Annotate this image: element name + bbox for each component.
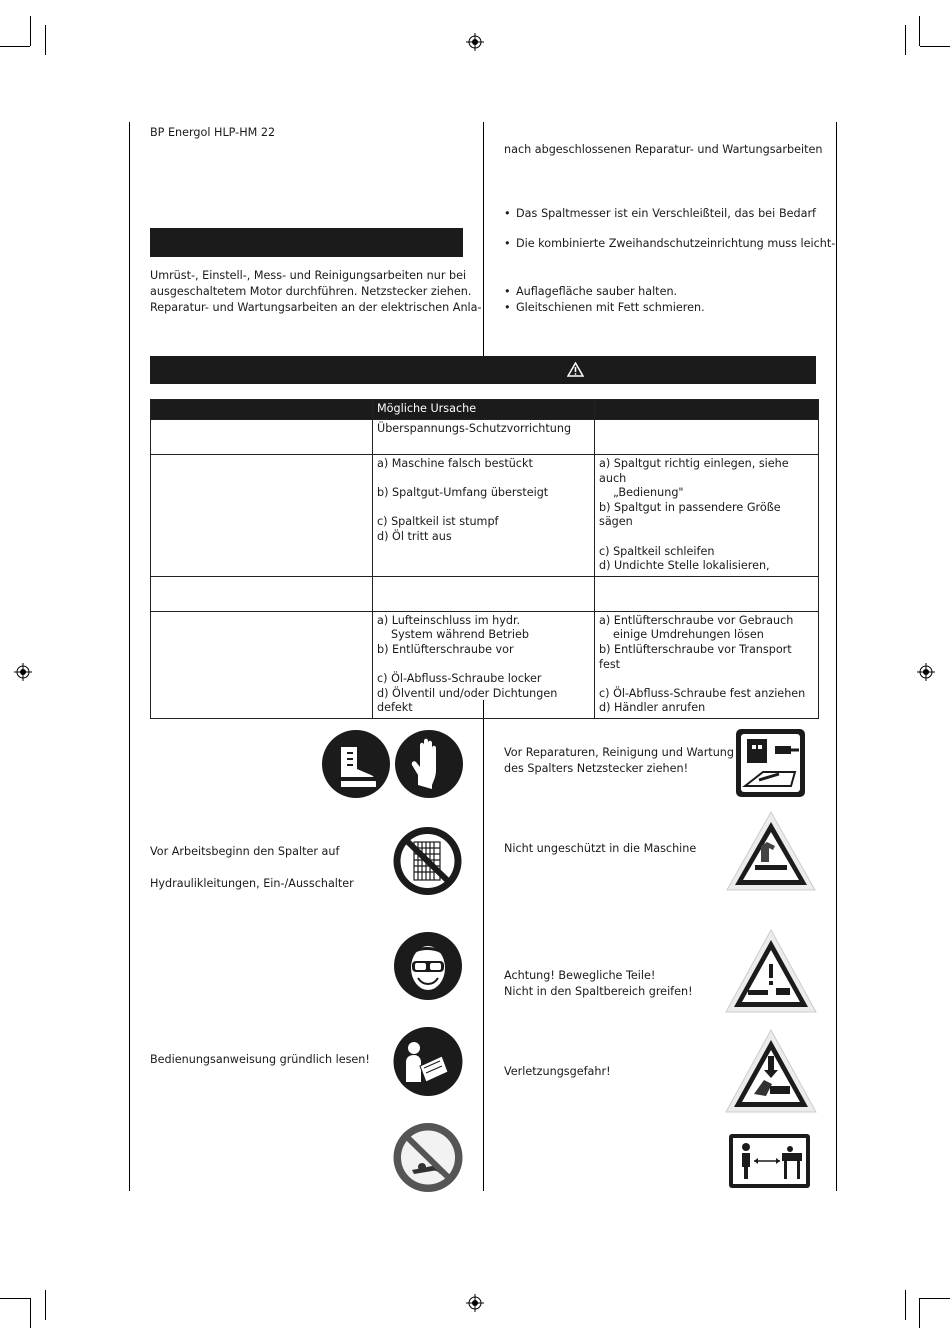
problem-cell	[151, 576, 373, 611]
cause-cell	[373, 576, 595, 611]
right-margin-rule	[836, 122, 837, 1191]
remedy-line: c) Öl-Abfluss-Schraube fest anziehen	[599, 686, 806, 700]
cause-line: b) Entlüfterschraube vor	[377, 642, 514, 656]
symbol-caption: Nicht ungeschützt in die Maschine	[504, 842, 697, 855]
remedy-cell	[595, 576, 819, 611]
problem-cell	[151, 420, 373, 455]
bullet-dot: •	[504, 285, 511, 298]
cause-line: c) Spaltkeil ist stumpf	[377, 515, 499, 529]
symbol-caption: Vor Reparaturen, Reinigung und Wartung	[504, 746, 734, 759]
crop-mark	[45, 1290, 46, 1320]
cause-line: System während Betrieb	[391, 628, 529, 642]
hand-injury-warning-icon	[724, 1028, 818, 1114]
remedy-line: a) Entlüfterschraube vor Gebrauch	[599, 613, 794, 627]
cause-cell	[373, 455, 595, 577]
crop-mark	[45, 25, 46, 55]
symbol-caption: Hydraulikleitungen, Ein-/Ausschalter	[150, 877, 354, 890]
cause-line: a) Maschine falsch bestückt	[377, 457, 533, 470]
keep-distance-icon	[728, 1133, 811, 1189]
registration-mark-icon	[917, 663, 935, 681]
symbol-caption: Nicht in den Spaltbereich greifen!	[504, 985, 693, 998]
section-heading-bar	[150, 228, 463, 257]
remedy-line: b) Spaltgut in passendere Größe sägen	[599, 500, 781, 529]
bullet-dot: •	[504, 237, 511, 250]
face-goggles-icon	[392, 931, 464, 1001]
remedy-line: b) Entlüfterschraube vor Transport fest	[599, 642, 792, 671]
crop-mark	[919, 16, 920, 46]
symbol-caption: des Spalters Netzstecker ziehen!	[504, 762, 689, 775]
bullet-text: Das Spaltmesser ist ein Verschleißteil, das bei Bedarf	[516, 207, 816, 220]
column-divider-top	[483, 122, 484, 356]
table-row	[151, 420, 819, 455]
oil-type-text: BP Energol HLP-HM 22	[150, 126, 276, 139]
remedy-line: a) Spaltgut richtig einlegen, siehe auch	[599, 457, 789, 485]
symbol-caption: Bedienungsanweisung gründlich lesen!	[150, 1053, 370, 1066]
table-header-row	[151, 400, 819, 420]
crop-mark	[920, 46, 950, 47]
remedy-line: d) Händler anrufen	[599, 701, 706, 715]
bullet-dot: •	[504, 301, 511, 314]
read-manual-icon	[392, 1026, 464, 1097]
bullet-dot: •	[504, 207, 511, 220]
problem-cell	[151, 455, 373, 577]
remedy-cell	[595, 455, 819, 577]
crop-mark	[919, 1298, 920, 1328]
warning-heading-bar	[150, 356, 816, 384]
crop-mark	[30, 16, 31, 46]
maintenance-text-line: ausgeschaltetem Motor durchführen. Netzstecker ziehen.	[150, 285, 472, 298]
registration-mark-icon	[466, 1294, 484, 1312]
symbol-caption: Achtung! Bewegliche Teile!	[504, 969, 656, 982]
crop-mark	[905, 25, 906, 55]
bullet-text: Gleitschienen mit Fett schmieren.	[516, 301, 705, 314]
left-margin-rule	[129, 122, 130, 1191]
cause-line: b) Spaltgut-Umfang übersteigt	[377, 486, 549, 500]
table-header-cell	[595, 400, 819, 420]
cause-line: c) Öl-Abfluss-Schraube locker	[377, 672, 542, 686]
safety-boot-icon	[321, 729, 391, 799]
remedy-line: d) Undichte Stelle lokalisieren,	[599, 559, 770, 573]
table-row	[151, 455, 819, 577]
unplug-manual-icon	[735, 728, 806, 798]
no-tool-prohibition-icon	[392, 1122, 464, 1193]
troubleshooting-table	[150, 399, 819, 719]
symbol-caption: Verletzungsgefahr!	[504, 1065, 611, 1078]
crop-mark	[905, 1290, 906, 1320]
table-row	[151, 576, 819, 611]
registration-mark-icon	[14, 663, 32, 681]
maintenance-text-line: Umrüst-, Einstell-, Mess- und Reinigungsarbeiten nur bei	[150, 269, 467, 282]
maintenance-right-line: nach abgeschlossenen Reparatur- und Wartungsarbeiten	[504, 143, 823, 156]
cause-cell	[373, 420, 595, 455]
crop-mark	[920, 1298, 950, 1299]
cause-line: a) Lufteinschluss im hydr.	[377, 613, 521, 627]
bullet-text: Die kombinierte Zweihandschutzeinrichtung muss leicht-	[516, 237, 836, 250]
crop-mark	[30, 1298, 31, 1328]
table-header-cell: Mögliche Ursache	[373, 400, 595, 420]
table-header-cell	[151, 400, 373, 420]
cause-cell	[373, 611, 595, 718]
cause-line: d) Ölventil und/oder Dichtungen defekt	[377, 686, 558, 715]
warning-triangle-icon	[567, 362, 584, 377]
protective-glove-icon	[394, 729, 464, 799]
column-divider-bottom	[483, 700, 484, 1191]
hand-warning-triangle-icon	[725, 810, 817, 892]
symbol-caption: Vor Arbeitsbeginn den Spalter auf	[150, 845, 340, 858]
remedy-cell	[595, 420, 819, 455]
bullet-text: Auflagefläche sauber halten.	[516, 285, 678, 298]
no-grid-prohibition-icon	[392, 826, 463, 896]
remedy-line: einige Umdrehungen lösen	[613, 628, 764, 642]
crop-mark	[0, 46, 30, 47]
remedy-line: „Bedienung"	[613, 486, 684, 500]
crop-mark	[0, 1298, 30, 1299]
cause-line: Überspannungs-Schutzvorrichtung	[377, 422, 572, 435]
remedy-line: c) Spaltkeil schleifen	[599, 544, 715, 558]
remedy-cell	[595, 611, 819, 718]
registration-mark-icon	[466, 33, 484, 51]
moving-parts-warning-icon	[724, 928, 818, 1014]
problem-cell	[151, 611, 373, 718]
cause-line: d) Öl tritt aus	[377, 529, 452, 543]
table-row	[151, 611, 819, 718]
maintenance-text-line: Reparatur- und Wartungsarbeiten an der elektrischen Anla-	[150, 301, 482, 314]
